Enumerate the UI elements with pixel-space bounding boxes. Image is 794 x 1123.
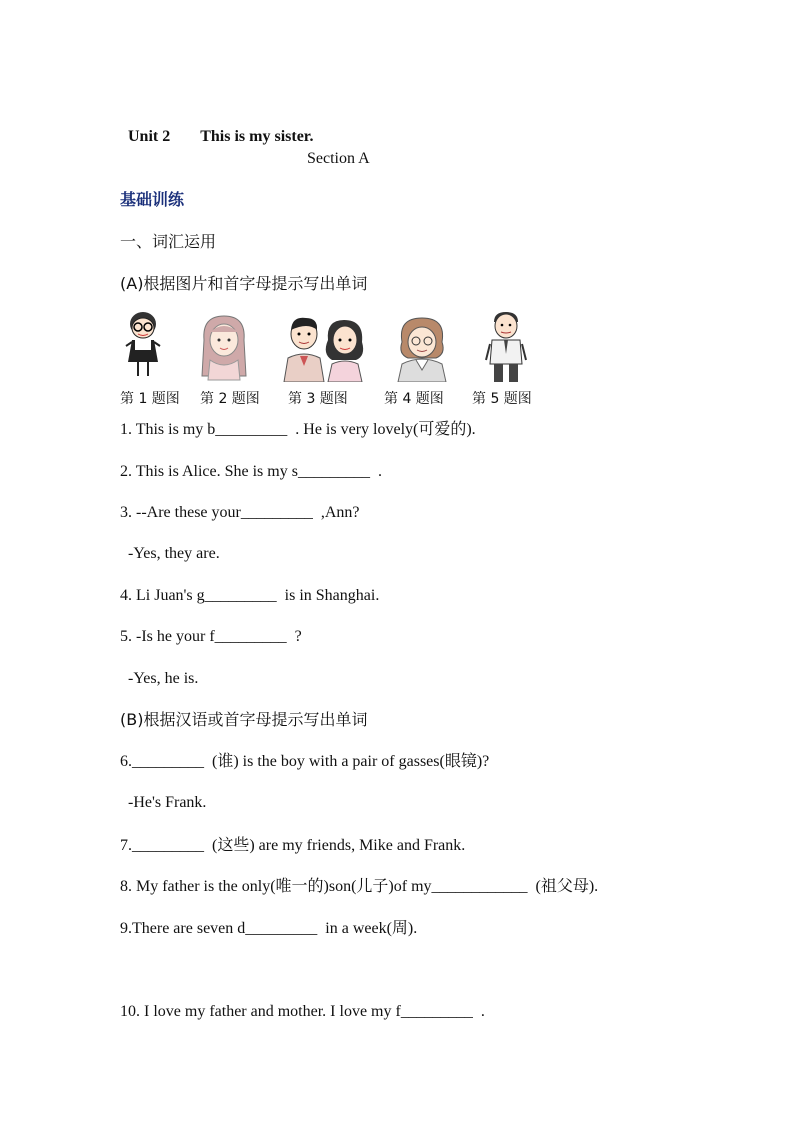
- basic-training-heading: 基础训练: [120, 190, 185, 209]
- caption-5: 第 5 题图: [472, 391, 532, 407]
- caption-3: 第 3 题图: [288, 391, 348, 407]
- picture-row: [118, 310, 548, 386]
- girl-long-hair-icon: [196, 310, 252, 382]
- caption-2: 第 2 题图: [200, 391, 260, 407]
- question-4: 4. Li Juan's g_________ is in Shanghai.: [120, 587, 380, 604]
- caption-1: 第 1 题图: [120, 391, 180, 407]
- boy-with-glasses-icon: [118, 310, 168, 382]
- unit-title: [120, 107, 313, 147]
- question-9: 9.There are seven d_________ in a week(周).: [120, 920, 418, 937]
- question-3: 3. --Are these your_________ ,Ann?: [120, 504, 360, 521]
- question-3-answer: -Yes, they are.: [124, 545, 220, 562]
- question-2: 2. This is Alice. She is my s_________ .: [120, 463, 382, 480]
- question-5: 5. -Is he your f_________ ?: [120, 628, 302, 645]
- parents-couple-icon: [278, 310, 370, 382]
- section-title: Section A: [307, 150, 370, 167]
- question-8: 8. My father is the only(唯一的)son(儿子)of my____________ (祖父母).: [120, 878, 599, 895]
- grandmother-icon: [392, 310, 452, 382]
- part-one-heading: 一、词汇运用: [120, 232, 217, 251]
- part-a-instruction: (A)根据图片和首字母提示写出单词: [120, 274, 368, 293]
- question-6: 6._________ (谁) is the boy with a pair of gasses(眼镜)?: [120, 753, 490, 770]
- question-7: 7._________ (这些) are my friends, Mike and Frank.: [120, 837, 466, 854]
- father-man-icon: [484, 310, 528, 386]
- caption-4: 第 4 题图: [384, 391, 444, 407]
- question-1: 1. This is my b_________ . He is very lovely(可爱的).: [120, 421, 476, 438]
- question-5-answer: -Yes, he is.: [124, 670, 199, 687]
- part-b-instruction: (B)根据汉语或首字母提示写出单词: [120, 710, 368, 729]
- question-10: 10. I love my father and mother. I love my f_________ .: [120, 1003, 485, 1020]
- unit-number: Unit 2: [128, 128, 171, 145]
- question-6-answer: -He's Frank.: [124, 794, 207, 811]
- unit-subtitle: This is my sister.: [200, 128, 314, 145]
